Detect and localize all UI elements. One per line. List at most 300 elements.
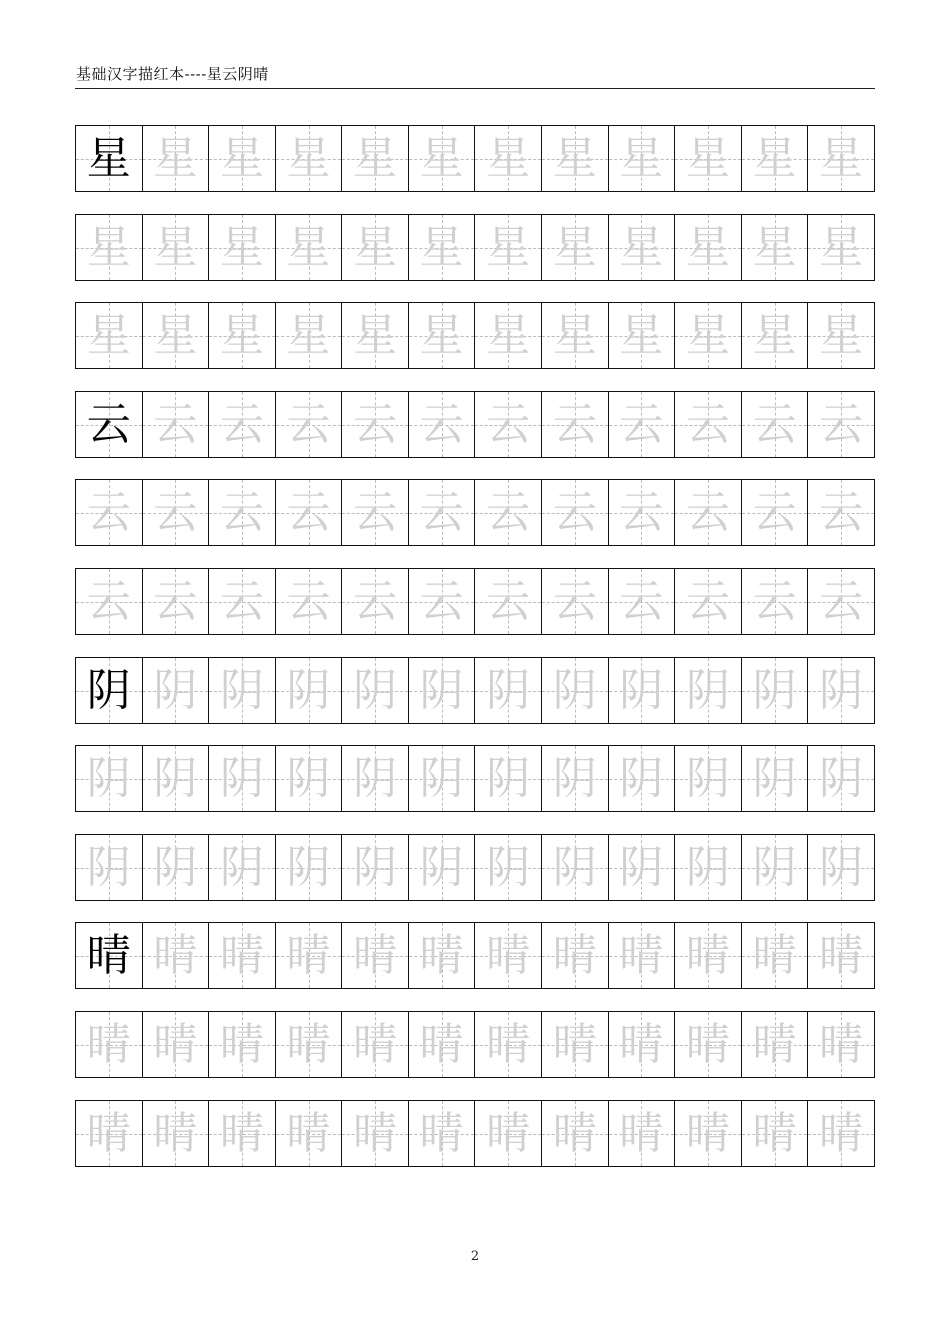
tian-grid-cell[interactable] — [474, 392, 541, 457]
trace-character: 星 — [552, 221, 597, 273]
trace-character: 晴 — [286, 1018, 331, 1070]
tian-grid-cell[interactable] — [807, 835, 874, 900]
trace-character: 星 — [286, 221, 331, 273]
tian-grid-cell[interactable] — [142, 923, 209, 988]
tian-grid-cell[interactable] — [741, 1012, 808, 1077]
tian-grid-cell[interactable] — [275, 1012, 342, 1077]
trace-character: 晴 — [286, 929, 331, 981]
tian-grid-cell[interactable] — [208, 480, 275, 545]
practice-row — [75, 745, 875, 812]
trace-character: 阴 — [552, 664, 597, 716]
tian-grid-cell[interactable] — [474, 215, 541, 280]
trace-character: 星 — [86, 221, 131, 273]
tian-grid-cell[interactable] — [341, 746, 408, 811]
trace-character: 晴 — [752, 1018, 797, 1070]
trace-character: 云 — [153, 398, 198, 450]
trace-character: 星 — [486, 221, 531, 273]
trace-character: 晴 — [153, 929, 198, 981]
trace-character: 云 — [219, 486, 264, 538]
tian-grid-cell[interactable] — [608, 126, 675, 191]
tian-grid-cell[interactable] — [408, 569, 475, 634]
trace-character: 晴 — [486, 1018, 531, 1070]
tian-grid-cell[interactable] — [275, 923, 342, 988]
practice-row — [75, 479, 875, 546]
trace-character: 星 — [552, 132, 597, 184]
trace-character: 晴 — [353, 929, 398, 981]
trace-character: 星 — [619, 221, 664, 273]
trace-character: 晴 — [819, 1107, 864, 1159]
tian-grid-cell[interactable] — [474, 303, 541, 368]
trace-character: 云 — [86, 575, 131, 627]
trace-character: 星 — [685, 309, 730, 361]
tian-grid-cell[interactable] — [408, 1101, 475, 1166]
tian-grid-cell[interactable] — [674, 569, 741, 634]
tian-grid-cell[interactable] — [142, 569, 209, 634]
trace-character: 云 — [819, 398, 864, 450]
trace-character: 阴 — [552, 841, 597, 893]
trace-character: 星 — [685, 221, 730, 273]
tian-grid-cell[interactable] — [76, 215, 142, 280]
tian-grid-cell[interactable] — [474, 1101, 541, 1166]
trace-character: 阴 — [86, 841, 131, 893]
tian-grid-cell[interactable] — [76, 480, 142, 545]
tian-grid-cell[interactable] — [474, 1012, 541, 1077]
tian-grid-cell[interactable] — [741, 215, 808, 280]
tian-grid-cell[interactable] — [408, 480, 475, 545]
trace-character: 阴 — [619, 752, 664, 804]
tian-grid-cell[interactable] — [275, 1101, 342, 1166]
tian-grid-cell[interactable] — [541, 480, 608, 545]
tian-grid-cell[interactable] — [76, 303, 142, 368]
trace-character: 晴 — [286, 1107, 331, 1159]
tian-grid-cell[interactable] — [541, 835, 608, 900]
trace-character: 云 — [286, 398, 331, 450]
trace-character: 阴 — [219, 752, 264, 804]
trace-character: 云 — [419, 575, 464, 627]
tian-grid-cell[interactable] — [741, 835, 808, 900]
trace-character: 星 — [353, 221, 398, 273]
practice-row — [75, 214, 875, 281]
tian-grid-cell[interactable] — [674, 835, 741, 900]
tian-grid-cell[interactable] — [408, 658, 475, 723]
trace-character: 云 — [353, 398, 398, 450]
trace-character: 云 — [419, 486, 464, 538]
trace-character: 晴 — [552, 929, 597, 981]
tian-grid-cell[interactable] — [208, 746, 275, 811]
trace-character: 云 — [419, 398, 464, 450]
trace-character: 云 — [685, 486, 730, 538]
tian-grid-cell[interactable] — [541, 215, 608, 280]
tian-grid-cell[interactable] — [408, 215, 475, 280]
tian-grid-cell[interactable] — [608, 1101, 675, 1166]
tian-grid-cell[interactable] — [541, 746, 608, 811]
trace-character: 云 — [219, 575, 264, 627]
trace-character: 阴 — [286, 752, 331, 804]
trace-character: 星 — [219, 132, 264, 184]
tian-grid-cell[interactable] — [807, 392, 874, 457]
tian-grid-cell[interactable] — [408, 392, 475, 457]
trace-character: 云 — [685, 398, 730, 450]
trace-character: 云 — [353, 486, 398, 538]
trace-character: 云 — [286, 575, 331, 627]
tian-grid-cell[interactable] — [341, 658, 408, 723]
tian-grid-cell[interactable] — [608, 746, 675, 811]
trace-character: 云 — [819, 486, 864, 538]
trace-character: 云 — [552, 398, 597, 450]
tian-grid-cell[interactable] — [142, 746, 209, 811]
trace-character: 星 — [552, 309, 597, 361]
tian-grid-cell[interactable] — [741, 126, 808, 191]
practice-row — [75, 125, 875, 192]
tian-grid-cell[interactable] — [275, 392, 342, 457]
trace-character: 星 — [153, 309, 198, 361]
tian-grid-cell[interactable] — [541, 569, 608, 634]
tian-grid-cell[interactable] — [474, 923, 541, 988]
practice-row — [75, 302, 875, 369]
trace-character: 星 — [219, 221, 264, 273]
trace-character: 阴 — [619, 841, 664, 893]
tian-grid-cell[interactable] — [76, 1012, 142, 1077]
trace-character: 晴 — [86, 1018, 131, 1070]
trace-character: 云 — [552, 575, 597, 627]
trace-character: 云 — [86, 486, 131, 538]
trace-character: 阴 — [685, 664, 730, 716]
tian-grid-cell[interactable] — [741, 746, 808, 811]
practice-row — [75, 391, 875, 458]
tian-grid-cell[interactable] — [208, 215, 275, 280]
trace-character: 云 — [486, 575, 531, 627]
trace-character: 阴 — [685, 841, 730, 893]
trace-character: 晴 — [619, 1107, 664, 1159]
tian-grid-cell[interactable] — [474, 835, 541, 900]
tian-grid-cell[interactable] — [474, 658, 541, 723]
tian-grid-cell[interactable] — [608, 303, 675, 368]
tian-grid-cell[interactable] — [76, 126, 142, 191]
tian-grid-cell[interactable] — [474, 746, 541, 811]
tian-grid-cell[interactable] — [208, 1012, 275, 1077]
trace-character: 阴 — [685, 752, 730, 804]
trace-character: 云 — [752, 398, 797, 450]
trace-character: 晴 — [219, 1107, 264, 1159]
page-number: 2 — [470, 1249, 480, 1264]
tian-grid-cell[interactable] — [541, 658, 608, 723]
trace-character: 阴 — [153, 752, 198, 804]
tian-grid-cell[interactable] — [541, 923, 608, 988]
trace-character: 阴 — [219, 841, 264, 893]
tian-grid-cell[interactable] — [608, 658, 675, 723]
trace-character: 云 — [219, 398, 264, 450]
trace-character: 阴 — [153, 664, 198, 716]
trace-character: 云 — [353, 575, 398, 627]
trace-character: 晴 — [819, 929, 864, 981]
tian-grid-cell[interactable] — [208, 658, 275, 723]
trace-character: 阴 — [752, 841, 797, 893]
practice-row — [75, 568, 875, 635]
trace-character: 晴 — [685, 1018, 730, 1070]
trace-character: 云 — [619, 398, 664, 450]
trace-character: 云 — [486, 486, 531, 538]
tian-grid-cell[interactable] — [142, 658, 209, 723]
tian-grid-cell[interactable] — [208, 1101, 275, 1166]
trace-character: 晴 — [552, 1018, 597, 1070]
trace-character: 晴 — [153, 1107, 198, 1159]
tian-grid-cell[interactable] — [142, 1012, 209, 1077]
tian-grid-cell[interactable] — [674, 1101, 741, 1166]
tian-grid-cell[interactable] — [807, 1012, 874, 1077]
tian-grid-cell[interactable] — [674, 923, 741, 988]
tian-grid-cell[interactable] — [674, 126, 741, 191]
trace-character: 星 — [419, 221, 464, 273]
trace-character: 星 — [353, 132, 398, 184]
tian-grid-cell[interactable] — [474, 480, 541, 545]
tian-grid-cell[interactable] — [741, 923, 808, 988]
trace-character: 云 — [286, 486, 331, 538]
tian-grid-cell[interactable] — [341, 215, 408, 280]
tian-grid-cell[interactable] — [541, 392, 608, 457]
trace-character: 晴 — [819, 1018, 864, 1070]
tian-grid-cell[interactable] — [608, 480, 675, 545]
tian-grid-cell[interactable] — [76, 746, 142, 811]
trace-character: 阴 — [353, 664, 398, 716]
trace-character: 晴 — [419, 929, 464, 981]
tian-grid-cell[interactable] — [408, 835, 475, 900]
trace-character: 星 — [486, 132, 531, 184]
trace-character: 晴 — [153, 1018, 198, 1070]
trace-character: 晴 — [486, 1107, 531, 1159]
tian-grid-cell[interactable] — [275, 658, 342, 723]
tian-grid-cell[interactable] — [408, 923, 475, 988]
trace-character: 晴 — [619, 929, 664, 981]
practice-row — [75, 1100, 875, 1167]
trace-character: 阴 — [219, 664, 264, 716]
tian-grid-cell[interactable] — [608, 392, 675, 457]
tian-grid-cell[interactable] — [142, 480, 209, 545]
tian-grid-cell[interactable] — [741, 480, 808, 545]
tian-grid-cell[interactable] — [76, 923, 142, 988]
tian-grid-cell[interactable] — [408, 303, 475, 368]
trace-character: 云 — [819, 575, 864, 627]
tian-grid-cell[interactable] — [142, 835, 209, 900]
tian-grid-cell[interactable] — [208, 392, 275, 457]
trace-character: 晴 — [752, 929, 797, 981]
practice-row — [75, 1011, 875, 1078]
tian-grid-cell[interactable] — [807, 1101, 874, 1166]
tian-grid-cell[interactable] — [142, 303, 209, 368]
trace-character: 阴 — [286, 664, 331, 716]
trace-character: 晴 — [419, 1018, 464, 1070]
tian-grid-cell[interactable] — [741, 392, 808, 457]
tian-grid-cell[interactable] — [275, 303, 342, 368]
tian-grid-cell[interactable] — [341, 392, 408, 457]
tian-grid-cell[interactable] — [608, 1012, 675, 1077]
tian-grid-cell[interactable] — [275, 835, 342, 900]
trace-character: 云 — [619, 486, 664, 538]
tian-grid-cell[interactable] — [208, 835, 275, 900]
model-character: 晴 — [86, 929, 131, 981]
tian-grid-cell[interactable] — [608, 215, 675, 280]
trace-character: 阴 — [419, 664, 464, 716]
trace-character: 星 — [353, 309, 398, 361]
tian-grid-cell[interactable] — [275, 480, 342, 545]
tian-grid-cell[interactable] — [807, 126, 874, 191]
tian-grid-cell[interactable] — [208, 126, 275, 191]
trace-character: 星 — [819, 132, 864, 184]
trace-character: 云 — [752, 486, 797, 538]
model-character: 云 — [86, 398, 131, 450]
tian-grid-cell[interactable] — [741, 303, 808, 368]
trace-character: 晴 — [219, 929, 264, 981]
tian-grid-cell[interactable] — [208, 923, 275, 988]
trace-character: 星 — [752, 221, 797, 273]
trace-character: 星 — [419, 309, 464, 361]
trace-character: 星 — [619, 309, 664, 361]
trace-character: 阴 — [819, 752, 864, 804]
tian-grid-cell[interactable] — [142, 126, 209, 191]
tian-grid-cell[interactable] — [341, 835, 408, 900]
tian-grid-cell[interactable] — [541, 1012, 608, 1077]
tian-grid-cell[interactable] — [674, 746, 741, 811]
trace-character: 云 — [619, 575, 664, 627]
tian-grid-cell[interactable] — [142, 1101, 209, 1166]
tian-grid-cell[interactable] — [608, 923, 675, 988]
header-divider — [75, 88, 875, 89]
tian-grid-cell[interactable] — [208, 303, 275, 368]
trace-character: 阴 — [819, 841, 864, 893]
trace-character: 星 — [752, 132, 797, 184]
tian-grid-cell[interactable] — [674, 658, 741, 723]
tian-grid-cell[interactable] — [408, 746, 475, 811]
trace-character: 晴 — [353, 1107, 398, 1159]
tian-grid-cell[interactable] — [674, 392, 741, 457]
trace-character: 云 — [752, 575, 797, 627]
trace-character: 晴 — [685, 1107, 730, 1159]
trace-character: 阴 — [419, 841, 464, 893]
tian-grid-cell[interactable] — [741, 658, 808, 723]
trace-character: 星 — [286, 309, 331, 361]
tian-grid-cell[interactable] — [608, 835, 675, 900]
tian-grid-cell[interactable] — [142, 215, 209, 280]
trace-character: 阴 — [286, 841, 331, 893]
trace-character: 云 — [153, 575, 198, 627]
tian-grid-cell[interactable] — [541, 303, 608, 368]
trace-character: 阴 — [419, 752, 464, 804]
trace-character: 星 — [619, 132, 664, 184]
trace-character: 阴 — [353, 752, 398, 804]
tian-grid-cell[interactable] — [76, 658, 142, 723]
trace-character: 星 — [153, 132, 198, 184]
tian-grid-cell[interactable] — [275, 215, 342, 280]
trace-character: 晴 — [685, 929, 730, 981]
trace-character: 星 — [286, 132, 331, 184]
trace-character: 晴 — [619, 1018, 664, 1070]
trace-character: 阴 — [619, 664, 664, 716]
tian-grid-cell[interactable] — [807, 746, 874, 811]
tian-grid-cell[interactable] — [341, 126, 408, 191]
trace-character: 阴 — [486, 841, 531, 893]
page-title: 基础汉字描红本----星云阴晴 — [76, 65, 269, 83]
tian-grid-cell[interactable] — [142, 392, 209, 457]
tian-grid-cell[interactable] — [674, 480, 741, 545]
trace-character: 阴 — [486, 664, 531, 716]
tian-grid-cell[interactable] — [474, 569, 541, 634]
tian-grid-cell[interactable] — [541, 126, 608, 191]
tian-grid-cell[interactable] — [474, 126, 541, 191]
trace-character: 阴 — [353, 841, 398, 893]
trace-character: 阴 — [752, 752, 797, 804]
trace-character: 星 — [819, 221, 864, 273]
trace-character: 星 — [685, 132, 730, 184]
tian-grid-cell[interactable] — [608, 569, 675, 634]
tian-grid-cell[interactable] — [341, 1012, 408, 1077]
practice-row — [75, 657, 875, 724]
trace-character: 阴 — [153, 841, 198, 893]
tian-grid-cell[interactable] — [408, 126, 475, 191]
trace-character: 晴 — [419, 1107, 464, 1159]
tian-grid-cell[interactable] — [807, 480, 874, 545]
trace-character: 星 — [86, 309, 131, 361]
tian-grid-cell[interactable] — [341, 480, 408, 545]
tian-grid-cell[interactable] — [741, 569, 808, 634]
tian-grid-cell[interactable] — [807, 215, 874, 280]
trace-character: 云 — [153, 486, 198, 538]
tian-grid-cell[interactable] — [76, 392, 142, 457]
trace-character: 晴 — [86, 1107, 131, 1159]
trace-character: 晴 — [353, 1018, 398, 1070]
tian-grid-cell[interactable] — [341, 303, 408, 368]
tian-grid-cell[interactable] — [76, 835, 142, 900]
tian-grid-cell[interactable] — [807, 923, 874, 988]
trace-character: 星 — [752, 309, 797, 361]
tian-grid-cell[interactable] — [275, 746, 342, 811]
trace-character: 晴 — [219, 1018, 264, 1070]
practice-row — [75, 922, 875, 989]
trace-character: 阴 — [819, 664, 864, 716]
tian-grid-cell[interactable] — [275, 569, 342, 634]
tian-grid-cell[interactable] — [807, 658, 874, 723]
tian-grid-cell[interactable] — [741, 1101, 808, 1166]
tian-grid-cell[interactable] — [76, 569, 142, 634]
trace-character: 云 — [685, 575, 730, 627]
trace-character: 云 — [486, 398, 531, 450]
trace-character: 云 — [552, 486, 597, 538]
tian-grid-cell[interactable] — [208, 569, 275, 634]
trace-character: 阴 — [552, 752, 597, 804]
trace-character: 星 — [419, 132, 464, 184]
trace-character: 星 — [486, 309, 531, 361]
tian-grid-cell[interactable] — [341, 569, 408, 634]
trace-character: 星 — [153, 221, 198, 273]
practice-row — [75, 834, 875, 901]
tian-grid-cell[interactable] — [807, 569, 874, 634]
trace-character: 晴 — [486, 929, 531, 981]
tian-grid-cell[interactable] — [76, 1101, 142, 1166]
trace-character: 阴 — [486, 752, 531, 804]
tian-grid-cell[interactable] — [541, 1101, 608, 1166]
tian-grid-cell[interactable] — [674, 1012, 741, 1077]
tian-grid-cell[interactable] — [341, 1101, 408, 1166]
trace-character: 星 — [219, 309, 264, 361]
trace-character: 阴 — [86, 752, 131, 804]
tian-grid-cell[interactable] — [674, 215, 741, 280]
tian-grid-cell[interactable] — [275, 126, 342, 191]
tian-grid-cell[interactable] — [408, 1012, 475, 1077]
trace-character: 晴 — [752, 1107, 797, 1159]
tian-grid-cell[interactable] — [674, 303, 741, 368]
tian-grid-cell[interactable] — [807, 303, 874, 368]
trace-character: 星 — [819, 309, 864, 361]
trace-character: 晴 — [552, 1107, 597, 1159]
tian-grid-cell[interactable] — [341, 923, 408, 988]
